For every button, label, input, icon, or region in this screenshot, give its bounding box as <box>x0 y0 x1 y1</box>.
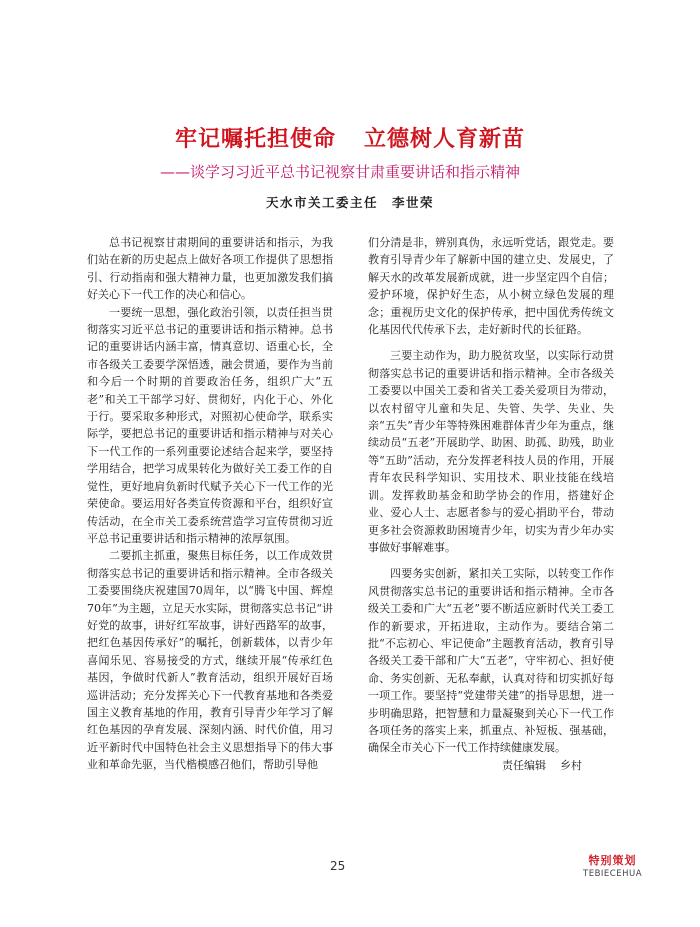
article-subtitle: ——谈学习习近平总书记视察甘肃重要讲话和指示精神 <box>160 163 521 181</box>
title-part-1: 牢记嘱托担使命 <box>174 126 336 152</box>
paragraph-point-4: 四要务实创新，紧扣关工实际，以转变工作作风贯彻落实总书记的重要讲话和指示精神。全市各级关工委和广大“五老”要不断适应新时代关工委工作的新要求，开拓进取，主动作为。要结合第二批“不忘初心、牢记使命”主题教育活动，教育引导各级关工委干部和广大“五老”，守牢初心、担好使命、务实创新、无私奉献，认真对待和切实抓好每一项工作。要坚持“党建带关建”的指导思想，进一步明确思路，把智慧和力量凝聚到关心下一代工作各项任务的落实上来，抓重点、补短板、强基础，确保全市关心下一代工作持续健康发展。 <box>368 567 614 755</box>
paragraph-point-2-continued: 们分清是非，辨别真伪，永远听党话，跟党走。要教育引导青少年了解新中国的建立史、发展史，了解天水的改革发展新成就，进一步坚定四个自信；爱护环境，保护好生态，从小树立绿色发展的理念；重视历史文化的保护传承，把中国优秀传统文化基因代代传承下去，走好新时代的长征路。 <box>368 236 614 337</box>
left-column <box>87 234 333 774</box>
page-number: 25 <box>330 859 346 873</box>
right-column <box>368 234 614 757</box>
paragraph-point-2: 二要抓主抓重，聚焦目标任务，以工作成效贯彻落实总书记的重要讲话和指示精神。全市各级关工委要围绕庆祝建国70周年，以“腾飞中国、辉煌70年”为主题，立足天水实际，贯彻落实总书记“讲好党的故事，讲好红军故事，讲好西路军的故事，把红色基因传承好”的嘱托，创新载体，以青少年喜闻乐见、容易接受的方式，继续开展“传承红色基因，争做时代新人”教育活动，组织开展好百场巡讲活动；充分发挥关心下一代教育基地和各类爱国主义教育基地的作用，教育引导青少年学习了解红色基因的孕育发展、深刻内涵、时代价值，用习近平新时代中国特色社会主义思想指导下的伟大事业和革命先驱，当代楷模感召他们，帮助引导他 <box>87 549 333 772</box>
editor-credit <box>502 757 582 773</box>
section-name-en: TEBIECEHUA <box>583 869 643 879</box>
author-title: 天水市关工委主任 <box>265 195 378 210</box>
editor-name: 乡村 <box>560 759 582 772</box>
paragraph-point-3: 三要主动作为，助力脱贫攻坚，以实际行动贯彻落实总书记的重要讲话和指示精神。全市各级关工委要以中国关工委和省关工委关爱项目为带动，以农村留守儿童和失足、失管、失学、失业、失亲“五失”青少年等特殊困难群体青少年为重点，继续动员“五老”开展助学、助困、助孤、助残，助业等“五助”活动，充分发挥老科技人员的作用，开展青年农民科学知识、实用技术、职业技能在线培训。发挥救助基金和助学协会的作用，搭建好企业、爱心人士、志愿者参与的爱心捐助平台，带动更多社会资源救助困境青少年，切实为青少年办实事做好事解难事。 <box>368 349 614 554</box>
section-tag <box>583 852 642 879</box>
editor-label: 责任编辑 <box>502 759 546 772</box>
paragraph-intro: 总书记视察甘肃期间的重要讲话和指示，为我们站在新的历史起点上做好各项工作提供了思想指引、行动指南和强大精神力量，也更加激发我们搞好关心下一代工作的决心和信心。 <box>87 236 333 302</box>
title-part-2: 立德树人育新苗 <box>364 126 526 152</box>
article-title <box>0 122 700 153</box>
byline <box>0 193 700 211</box>
author-name: 李世荣 <box>392 195 435 210</box>
paragraph-point-1: 一要统一思想，强化政治引领，以责任担当贯彻落实习近平总书记的重要讲话和指示精神。总书记的重要讲话内涵丰富，情真意切、语重心长，全市各级关工委要学深悟透，融会贯通，要作为当前和今后一个时期的首要政治任务，组织广大“五老”和关工干部学习好、贯彻好，内化于心、外化于行。要采取多种形式，对照初心使命学，联系实际学，要把总书记的重要讲话和指示精神与对关心下一代工作的一系列重要论述结合起来学，要坚持学用结合，把学习成果转化为做好关工委工作的自觉性，更好地肩负新时代赋予关心下一代工作的光荣使命。要运用好各类宣传资源和平台，组织好宣传活动，在全市关工委系统营造学习宣传贯彻习近平总书记重要讲话和指示精神的浓厚氛围。 <box>87 305 333 545</box>
section-name-zh: 特别策划 <box>588 854 637 867</box>
